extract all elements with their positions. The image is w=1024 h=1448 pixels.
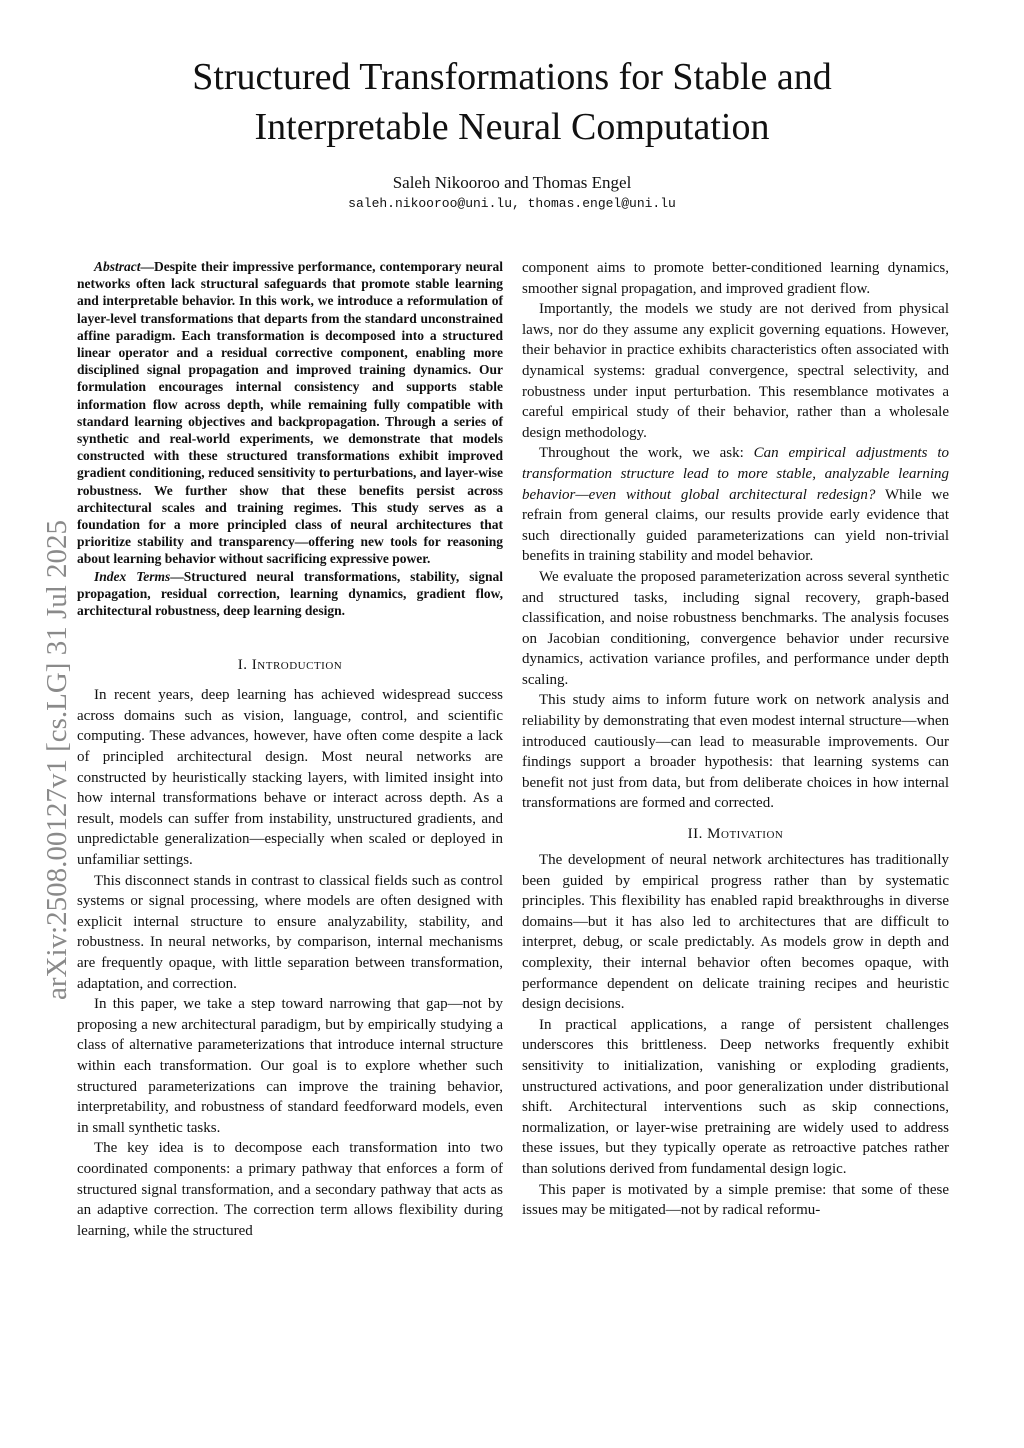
index-terms-text: —Structured neural transformations, stability, signal propagation, residual correction, learning dynamics, gradient flow, architectural robustness, deep learning design.	[77, 568, 504, 619]
section-numeral: II.	[687, 826, 703, 843]
intro-paragraph-1: In recent years, deep learning has achieved widespread success across domains such as vision, language, control, and scientific computing. These advances, however, have often come despite a lack of principled architectural design. Most neural networks are constructed by heuristically stacking layers, with limited insight into how internal transformations behave or interact across depth. As a result, models can suffer from instability, unstructured gradients, and unpredictable generalization—especially when scaled or deployed in unfamiliar settings.	[77, 687, 503, 869]
section-numeral: I.	[237, 657, 248, 674]
question-follow-up: While we refrain from general claims, our results provide early evidence that such directionally guided parameterizations can yield non-trivial benefits in training stability and model behavior.	[522, 486, 949, 565]
paper-title	[0, 52, 1024, 152]
index-terms-label: Index Terms	[94, 568, 171, 584]
left-column	[77, 258, 503, 1241]
motivation-paragraph-1: The development of neural network architectures has traditionally been guided by empirical progress rather than by systematic principles. This flexibility has enabled rapid breakthroughs in diverse domains—but it has also led to architectures that are difficult to interpret, debug, or scale predictably. As models grow in depth and complexity, their internal behavior often becomes opaque, with performance dependent on delicate training recipes and heuristic design decisions.	[522, 852, 949, 1013]
intro-paragraph-4-continued: component aims to promote better-conditioned learning dynamics, smoother signal propagation, and improved gradient flow.	[522, 260, 949, 297]
title-line-1: Structured Transformations for Stable and	[192, 56, 832, 98]
motivation-paragraph-2: In practical applications, a range of persistent challenges underscores this brittleness. Deep networks frequently exhibit sensitivity to initialization, vanishing or exploding gradients, unstructured activations, and poor generalization under distributional shift. Architectural interventions such as skip connections, normalization, or layer-wise pretraining are widely used to address these issues, but they typically operate as retroactive patches rather than solutions derived from fundamental design logic.	[522, 1016, 949, 1177]
section-heading-introduction	[77, 655, 503, 675]
abstract	[77, 258, 503, 568]
intro-paragraph-2: This disconnect stands in contrast to classical fields such as control systems or signal processing, where models are often designed with explicit internal structure to ensure analyzability, stability, and robustness. In neural networks, by comparison, internal mechanisms are frequently opaque, with little separation between transformation, adaptation, and correction.	[77, 872, 503, 992]
author-list: Saleh Nikooroo and Thomas Engel	[392, 173, 632, 192]
intro-paragraph-7: We evaluate the proposed parameterization across several synthetic and structured tasks, including signal recovery, graph-based classification, and noise robustness benchmarks. The analysis focuses on Jacobian conditioning, convergence behavior under recursive dynamics, activation variance profiles, and performance under depth scaling.	[522, 568, 949, 688]
arxiv-identifier: arXiv:2508.00127v1 [cs.LG] 31 Jul 2025	[41, 519, 73, 1000]
author-emails: saleh.nikooroo@uni.lu, thomas.engel@uni.lu	[348, 196, 676, 211]
intro-paragraph-4: The key idea is to decompose each transformation into two coordinated components: a primary pathway that enforces a form of structured signal transformation, and a secondary pathway that acts as an adaptive correction. The correction term allows flexibility during learning, while the structured	[77, 1140, 503, 1239]
section-title: Motivation	[707, 826, 784, 843]
research-question: Can empirical adjustments to transformation structure lead to more stable, analyzable learning behavior—even without global architectural redesign?	[522, 445, 949, 503]
motivation-paragraph-3: This paper is motivated by a simple premise: that some of these issues may be mitigated—not by radical reformu-	[522, 1181, 949, 1219]
title-line-2: Interpretable Neural Computation	[254, 106, 770, 148]
intro-paragraph-8: This study aims to inform future work on network analysis and reliability by demonstrating that even modest internal structure—when introduced cautiously—can lead to measurable improvements. Our findings support a broader hypothesis: that learning systems can benefit not just from data, but from deliberate choices in how internal transformations are formed and corrected.	[522, 692, 949, 812]
question-lead-in: Throughout the work, we ask:	[539, 445, 754, 462]
intro-paragraph-3: In this paper, we take a step toward narrowing that gap—not by proposing a new architectural paradigm, but by empirically studying a class of alternative parameterizations that introduce internal structure within each transformation. Our goal is to explore whether such structured parameterizations can improve the training behavior, interpretability, and robustness of standard feedforward models, even in small synthetic tasks.	[77, 996, 503, 1136]
section-title: Introduction	[251, 657, 343, 674]
index-terms	[77, 568, 503, 620]
abstract-label: Abstract	[94, 259, 141, 274]
abstract-text: —Despite their impressive performance, contemporary neural networks often lack structural safeguards that promote stable learning and interpretable behavior. In this work, we introduce a reformulation of layer-level transformations that departs from the standard unconstrained affine paradigm. Each transformation is decomposed into a structured linear operator and a residual corrective component, enabling more disciplined signal propagation and improved training dynamics. Our formulation encourages internal consistency and supports stable information flow across depth, while remaining fully compatible with standard learning objectives and backpropagation. Through a series of synthetic and real-world experiments, we demonstrate that models constructed with these structured transformations exhibit improved gradient conditioning, reduced sensitivity to perturbations, and layer-wise robustness. We further show that these benefits persist across architectural scales and training regimes. This study serves as a foundation for a more principled class of neural architectures that prioritize stability and transparency—offering new tools for reasoning about learning behavior without sacrificing expressive power.	[77, 259, 503, 567]
intro-paragraph-5: Importantly, the models we study are not derived from physical laws, nor do they assume any explicit governing equations. However, their behavior in practice exhibits characteristics often associated with dynamical systems: gradual convergence, spectral selectivity, and robustness under input perturbation. This resemblance motivates a careful empirical study of their behavior, rather than a wholesale design methodology.	[522, 301, 949, 441]
right-column	[522, 258, 949, 1221]
intro-paragraph-6	[522, 443, 949, 567]
section-heading-motivation	[522, 824, 949, 844]
